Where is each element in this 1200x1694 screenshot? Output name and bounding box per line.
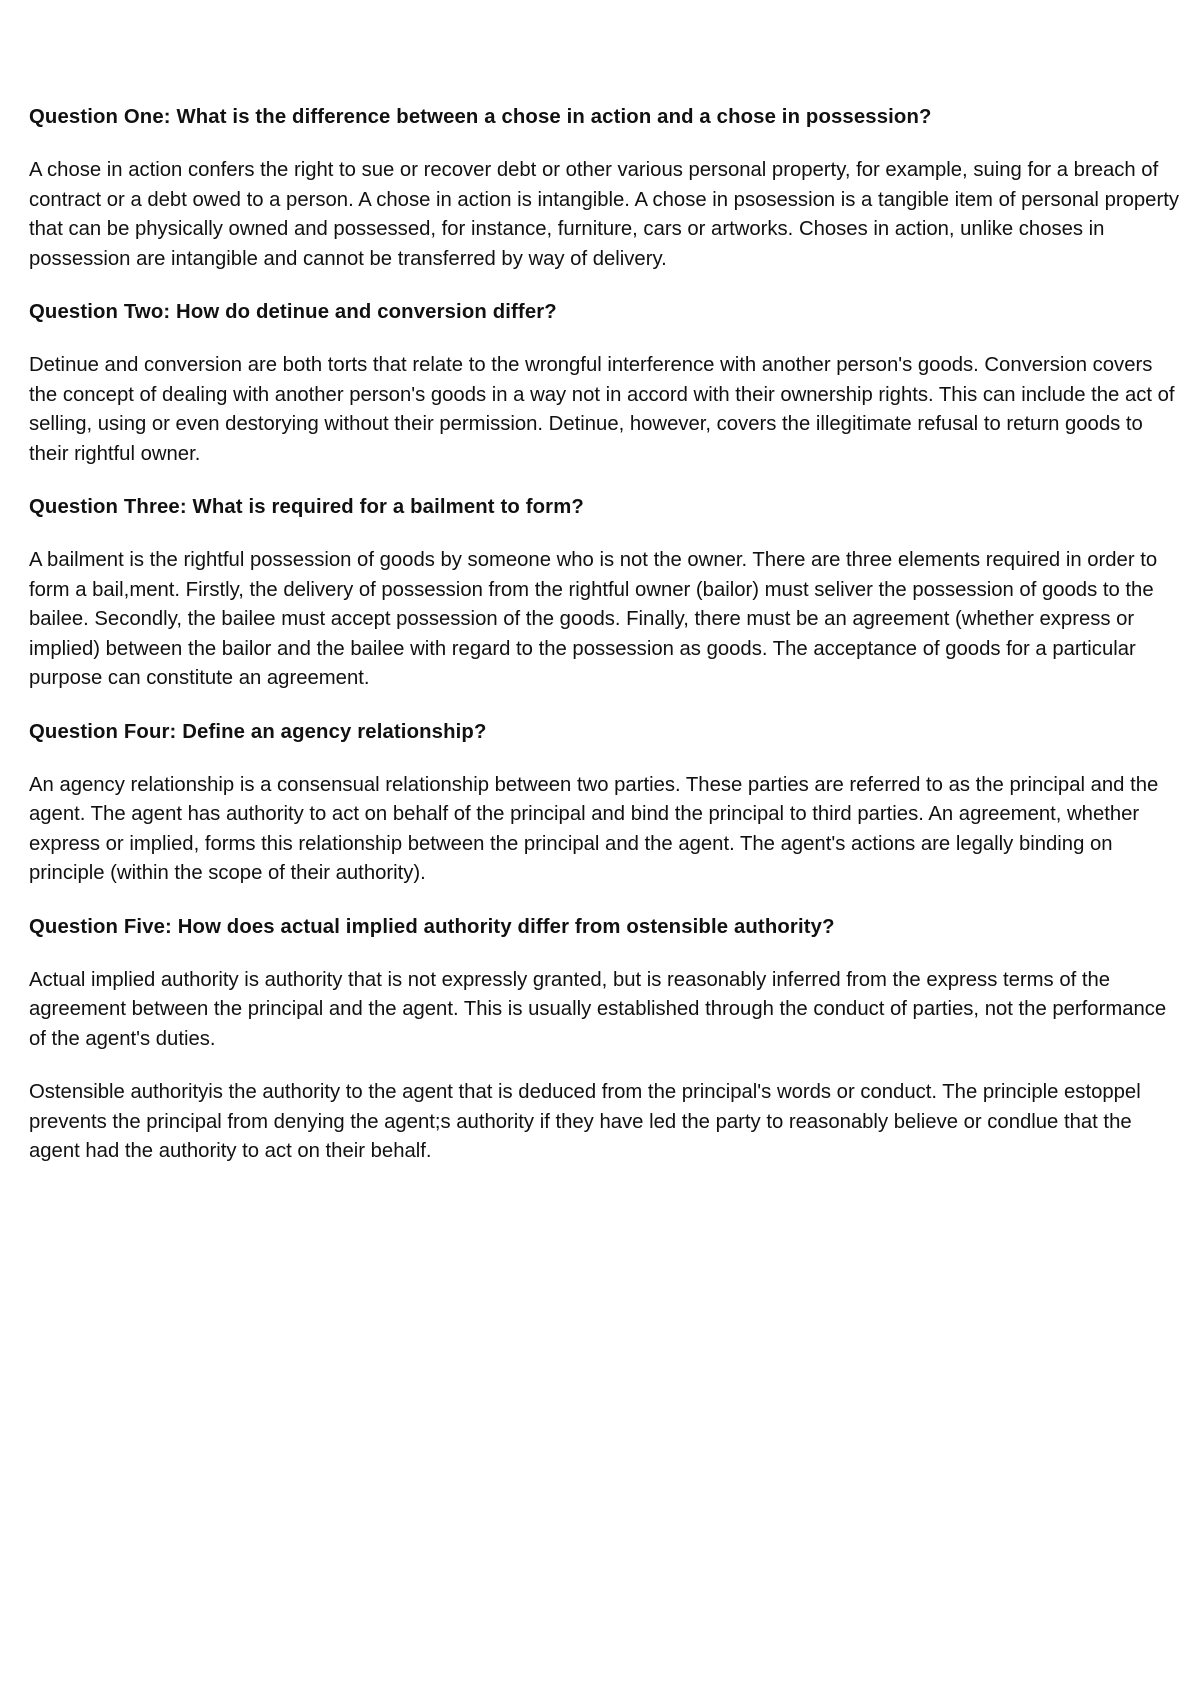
question-three-answer: A bailment is the rightful possession of goods by someone who is not the owner. There are three elements required in order to form a bail,ment. Firstly, the delivery of possession from the rightful owner (bailor) must seliver the possession of goods to the bailee. Secondly, the bailee must accept possession of the goods. Finally, there must be an agreement (whether express or implied) between the bailor and the bailee with regard to the possession as goods. The acceptance of goods for a particular purpose can constitute an agreement. xyxy=(29,549,1158,690)
question-one-answer: A chose in action confers the right to sue or recover debt or other various personal property, for example, suing for a breach of contract or a debt owed to a person. A chose in action is intangible. A chose in psosession is a tangible item of personal property that can be physically owned and possessed, for instance, furniture, cars or artworks. Choses in action, unlike choses in possession are intangible and cannot be transferred by way of delivery. xyxy=(29,159,1179,270)
question-three-heading: Question Three: What is required for a bailment to form? xyxy=(29,496,584,519)
question-five-heading: Question Five: How does actual implied authority differ from ostensible authority? xyxy=(29,915,835,938)
question-four-answer: An agency relationship is a consensual relationship between two parties. These parties are referred to as the principal and the agent. The agent has authority to act on behalf of the principal and bind the principal to third parties. An agreement, whether express or implied, forms this relationship between the principal and the agent. The agent's actions are legally binding on principle (within the scope of their authority). xyxy=(29,773,1159,885)
question-one-heading: Question One: What is the difference between a chose in action and a chose in possession? xyxy=(29,106,932,128)
question-two-heading: Question Two: How do detinue and conversion differ? xyxy=(29,301,557,324)
document-page xyxy=(29,103,1179,1190)
question-four-heading: Question Four: Define an agency relationship? xyxy=(29,720,487,743)
question-two-answer: Detinue and conversion are both torts that relate to the wrongful interference with another person's goods. Conversion covers the concept of dealing with another person's goods in a way not in accord with their ownership rights. This can include the act of selling, using or even destorying without their permission. Detinue, however, covers the illegitimate refusal to return goods to their rightful owner. xyxy=(29,354,1175,465)
question-five-answer-part-one: Actual implied authority is authority that is not expressly granted, but is reasonably inferred from the express terms of the agreement between the principal and the agent. This is usually established through the conduct of parties, not the performance of the agent's duties. xyxy=(29,968,1167,1050)
question-five-answer-part-two: Ostensible authorityis the authority to the agent that is deduced from the principal's words or conduct. The principle estoppel prevents the principal from denying the agent;s authority if they have led the party to reasonably believe or condlue that the agent had the authority to act on their behalf. xyxy=(29,1081,1141,1162)
